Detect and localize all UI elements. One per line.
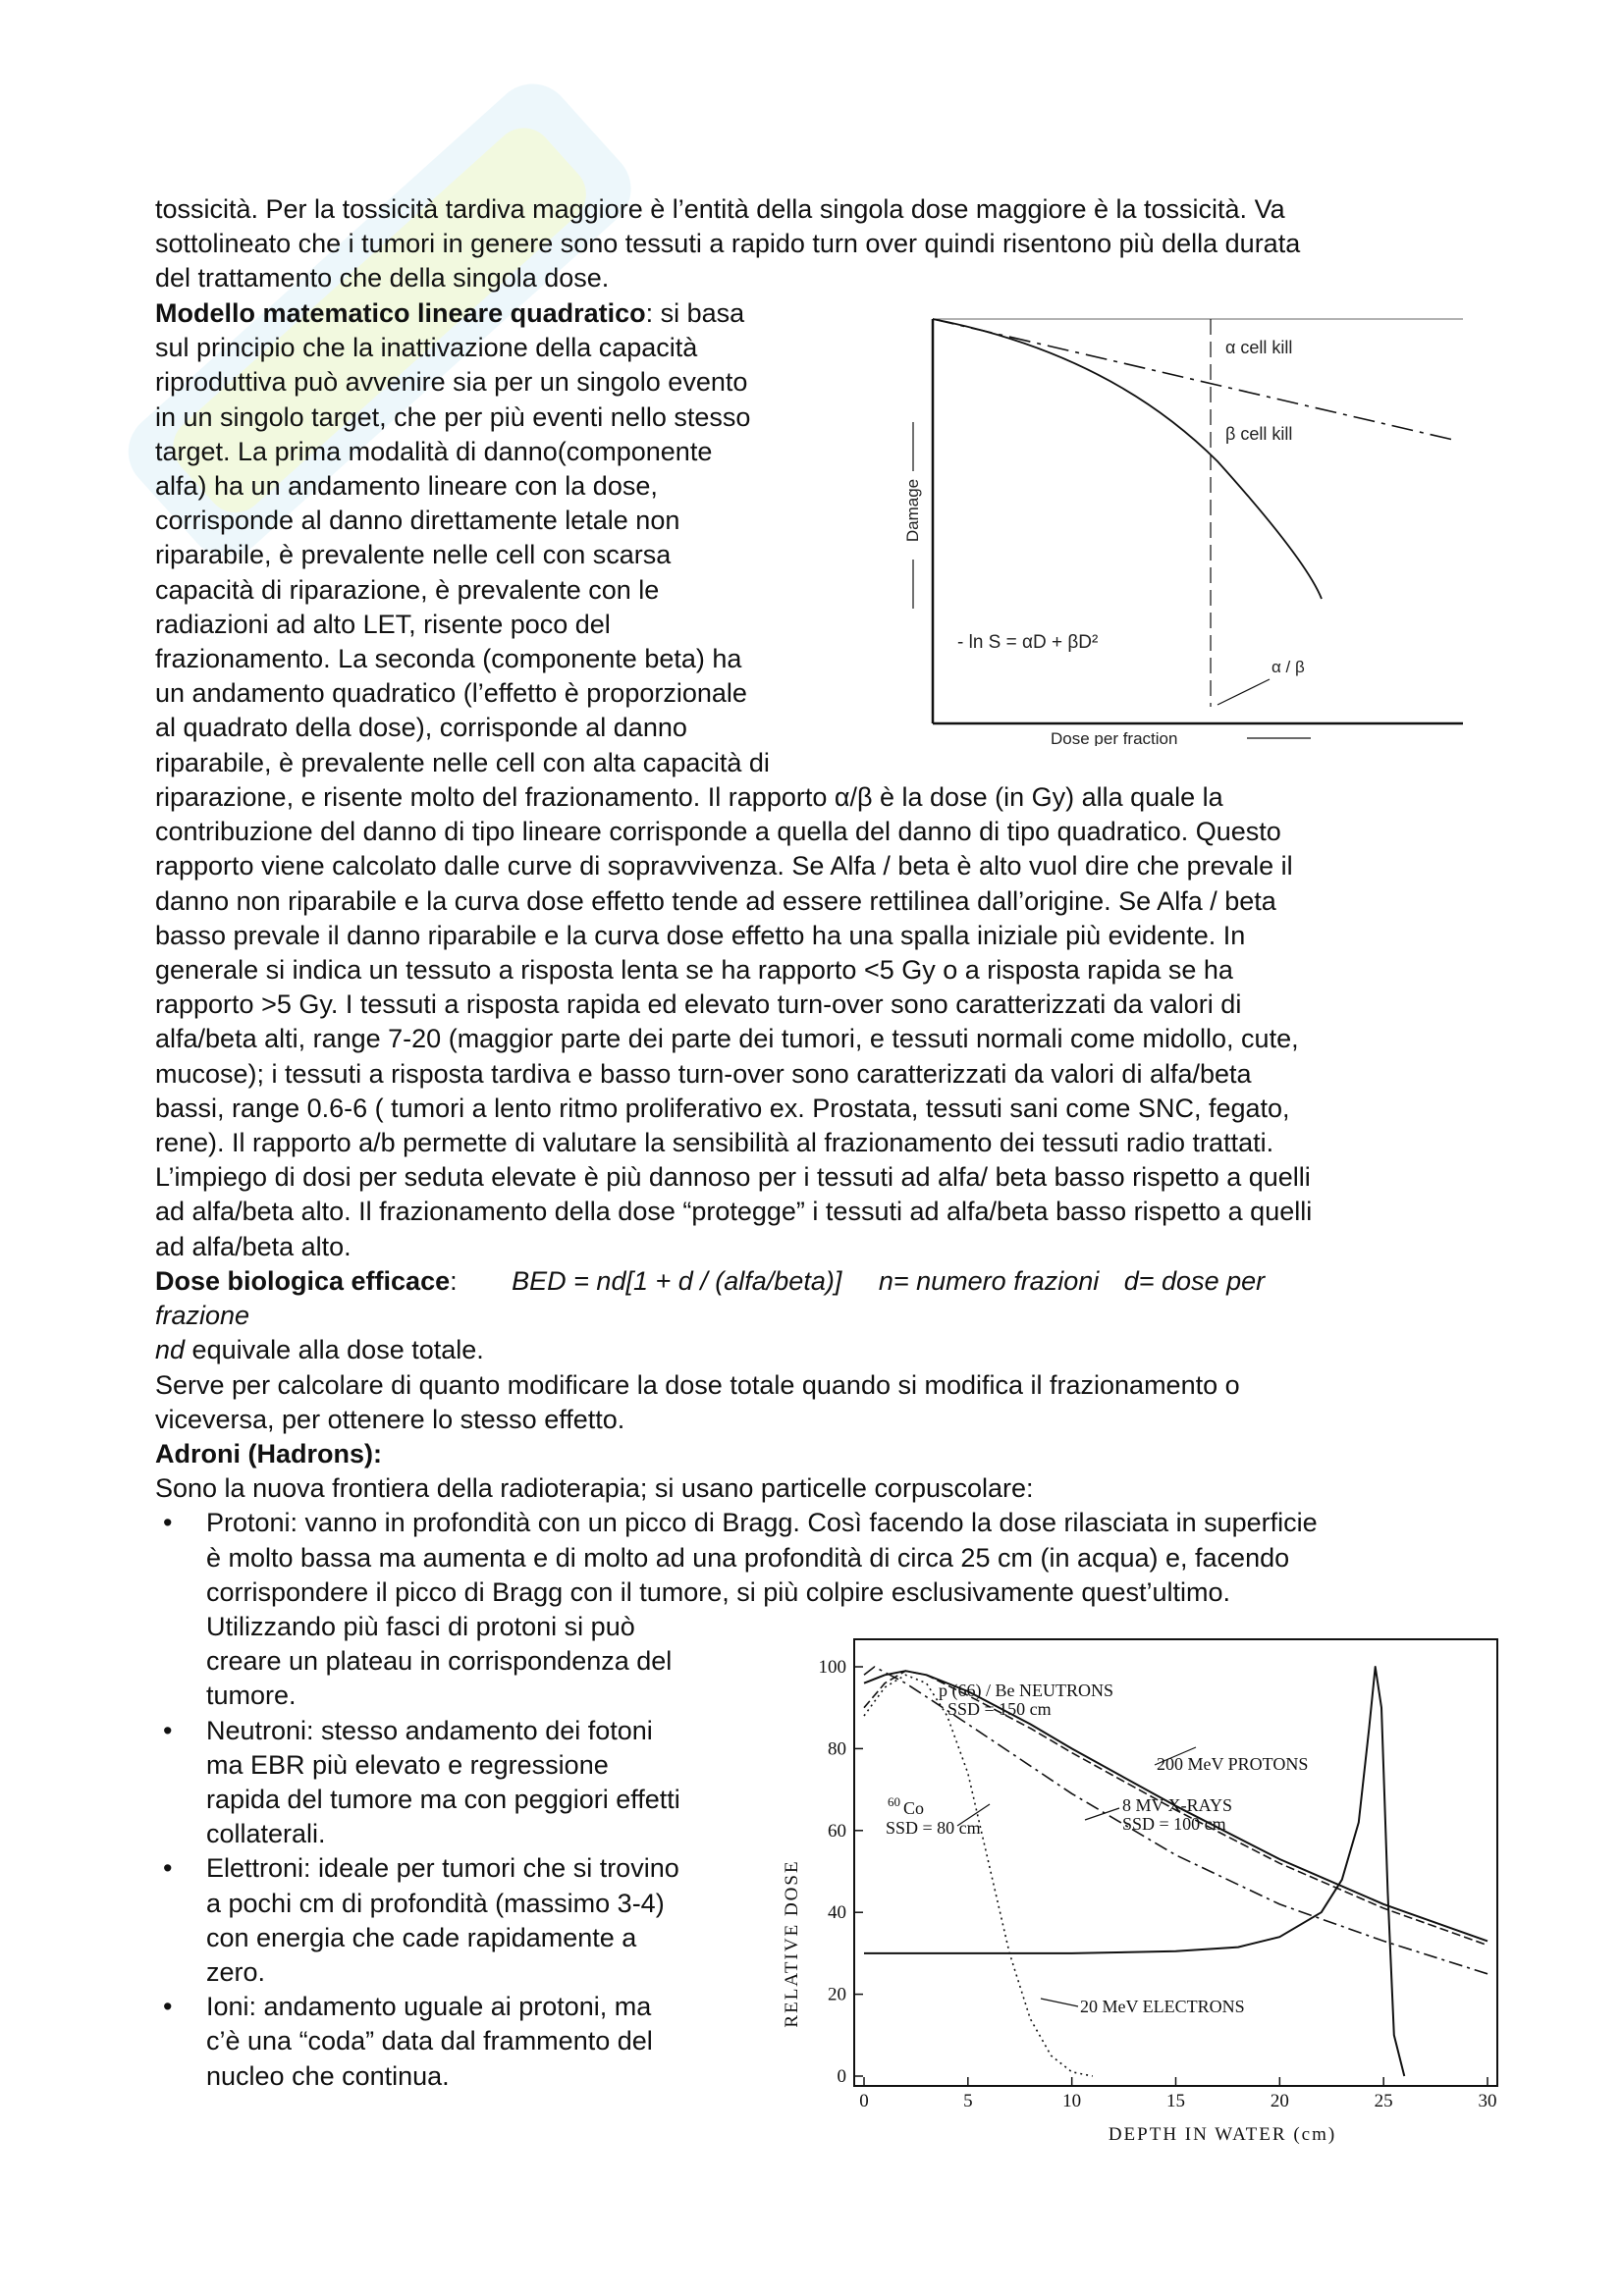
fig1-ratio-label: α / β — [1271, 658, 1305, 676]
bullet-icon: • — [163, 1715, 173, 1745]
lq-full-line: alfa/beta alti, range 7-20 (maggior parte dei parte dei tumori, e tessuti normali come midollo, cute, — [155, 1024, 1299, 1054]
bullet-icon: • — [163, 1992, 173, 2022]
series-electrons-line — [864, 1675, 1093, 2076]
protoni-line: Protoni: vanno in profondità con un picco di Bragg. Così facendo la dose rilasciata in superficie — [206, 1508, 1318, 1538]
annotation-cobalt: Co — [903, 1798, 925, 1818]
x-tick-label: 25 — [1374, 2091, 1393, 2111]
lq-full-line: ad alfa/beta alto. — [155, 1231, 352, 1261]
ioni-line: Ioni: andamento uguale ai protoni, ma — [206, 1992, 652, 2022]
annotation-cobalt-ssd: SSD = 80 cm — [886, 1818, 981, 1838]
fig1-linear-component — [933, 319, 1453, 440]
intro-line: tossicità. Per la tossicità tardiva maggiore è l’entità della singola dose maggiore è la tossicità. Va — [155, 194, 1285, 224]
lq-line: al quadrato della dose), corrisponde al danno — [155, 713, 687, 743]
lq-full-line: mucose); i tessuti a risposta tardiva e basso turn-over sono caratterizzati da valori di alfa/beta — [155, 1058, 1252, 1089]
bed-nd-text: equivale alla dose totale. — [185, 1335, 484, 1365]
adroni-heading: Adroni (Hadrons): — [155, 1439, 382, 1468]
bed-nd: nd — [155, 1335, 186, 1365]
elettroni-line: Elettroni: ideale per tumori che si trovino — [206, 1853, 679, 1884]
bed-colon: : — [450, 1266, 458, 1296]
lq-line: riparabile, è prevalente nelle cell con scarsa — [155, 540, 672, 570]
lq-continuation — [155, 780, 1476, 1264]
adroni-intro: Sono la nuova frontiera della radioterapia; si usano particelle corpuscolare: — [155, 1473, 1034, 1504]
neutroni-line: ma EBR più elevato e regressione — [206, 1749, 609, 1780]
neutroni-line: rapida del tumore ma con peggiori effetti — [206, 1785, 680, 1815]
bullet-icon: • — [163, 1853, 173, 1884]
lq-full-line: contribuzione del danno di tipo lineare corrisponde a quella del danno di tipo quadratico. Questo — [155, 817, 1281, 847]
bed-n-definition: n= numero frazioni — [878, 1266, 1100, 1296]
bullet-icon: • — [163, 1508, 173, 1538]
pointer-electrons — [1041, 1999, 1078, 2006]
x-tick-label: 20 — [1270, 2091, 1289, 2111]
intro-paragraph — [155, 192, 1476, 296]
elettroni-line: con energia che cade rapidamente a — [206, 1922, 637, 1952]
bed-d-definition-cont: frazione — [155, 1301, 250, 1331]
lq-full-line: riparazione, e risente molto del frazionamento. Il rapporto α/β è la dose (in Gy) alla quale la — [155, 782, 1223, 812]
lq-full-line: danno non riparabile e la curva dose effetto tende ad essere rettilinea dall’origine. Se Alfa / beta — [155, 885, 1276, 916]
protoni-line: tumore. — [206, 1681, 297, 1711]
x-tick-label: 30 — [1478, 2091, 1497, 2111]
lq-line: capacità di riparazione, è prevalente con le — [155, 574, 660, 605]
y-tick-label: 20 — [828, 1984, 846, 2005]
lq-line: un andamento quadratico (l’effetto è proporzionale — [155, 678, 747, 709]
annotation-electrons: 20 MeV ELECTRONS — [1080, 1997, 1245, 2016]
protoni-line: Utilizzando più fasci di protoni si può — [206, 1612, 635, 1642]
lq-line: in un singolo target, che per più eventi nello stesso — [155, 401, 751, 432]
protoni-line: è molto bassa ma aumenta e di molto ad una profondità di circa 25 cm (in acqua) e, facendo — [206, 1542, 1290, 1573]
y-tick-label: 100 — [818, 1657, 846, 1678]
lq-full-line: basso prevale il danno riparabile e la curva dose effetto ha una spalla iniziale più evidente. In — [155, 920, 1246, 950]
x-tick-label: 0 — [859, 2091, 869, 2111]
lq-line: riparabile, è prevalente nelle cell con alta capacità di — [155, 747, 770, 777]
lq-full-line: generale si indica un tessuto a risposta lenta se ha rapporto <5 Gy o a risposta rapida se ha — [155, 955, 1233, 986]
lq-full-line: rene). Il rapporto a/b permette di valutare la sensibilità al frazionamento dei tessuti radio trattati. — [155, 1128, 1274, 1158]
lq-line: corrisponde al danno direttamente letale non — [155, 506, 680, 536]
y-tick-label: 80 — [828, 1738, 846, 1760]
annotation-neutrons-ssd: SSD = 150 cm — [947, 1699, 1052, 1719]
lq-line: alfa) ha un andamento lineare con la dose, — [155, 471, 658, 502]
lq-line: target. La prima modalità di danno(componente — [155, 436, 713, 466]
bed-serve-line: viceversa, per ottenere lo stesso effetto. — [155, 1404, 625, 1434]
fig1-alpha-label: α cell kill — [1225, 338, 1293, 357]
annotation-cobalt-mass: 60 — [888, 1794, 900, 1809]
neutroni-line: collaterali. — [206, 1819, 326, 1849]
lq-model-section — [155, 296, 862, 780]
fig1-damage-curve — [933, 319, 1322, 599]
annotation-xrays: 8 MV X-RAYS — [1122, 1795, 1233, 1815]
bed-section — [155, 1264, 1476, 1437]
annotation-neutrons: p (66) / Be NEUTRONS — [939, 1681, 1113, 1700]
lq-full-line: rapporto >5 Gy. I tessuti a risposta rapida ed elevato turn-over sono caratterizzati da valori di — [155, 989, 1242, 1020]
protoni-line: corrispondere il picco di Bragg con il tumore, si più colpire esclusivamente quest’ultimo. — [206, 1576, 1230, 1607]
lq-full-line: bassi, range 0.6-6 ( tumori a lento ritmo proliferativo ex. Prostata, tessuti sani come SNC, fegato, — [155, 1093, 1290, 1123]
intro-line: sottolineato che i tumori in genere sono tessuti a rapido turn over quindi risentono più della durata — [155, 229, 1301, 259]
intro-line: del trattamento che della singola dose. — [155, 263, 610, 294]
ioni-line: nucleo che continua. — [206, 2060, 450, 2091]
lq-line: riproduttiva può avvenire sia per un singolo evento — [155, 367, 748, 398]
depth-dose-chart — [756, 1620, 1512, 2150]
elettroni-line: zero. — [206, 1957, 266, 1988]
x-tick-label: 10 — [1062, 2091, 1082, 2111]
lq-heading: Modello matematico lineare quadratico — [155, 298, 646, 328]
y-tick-label: 60 — [828, 1820, 846, 1842]
lq-line: frazionamento. La seconda (componente beta) ha — [155, 644, 742, 674]
fig1-ratio-arrow — [1217, 679, 1270, 705]
annotation-xrays-ssd: SSD = 100 cm — [1122, 1814, 1226, 1834]
fig1-formula: - ln S = αD + βD² — [957, 632, 1099, 653]
x-tick-label: 15 — [1166, 2091, 1185, 2111]
fig1-xlabel: Dose per fraction — [1051, 729, 1178, 746]
lq-line: : si basa — [645, 298, 745, 328]
lq-line: sul principio che la inattivazione della capacità — [155, 333, 698, 363]
lq-full-line: rapporto viene calcolato dalle curve di sopravvivenza. Se Alfa / beta è alto vuol dire che prevale il — [155, 851, 1293, 881]
bed-d-definition: d= dose per — [1123, 1266, 1266, 1296]
bed-serve-line: Serve per calcolare di quanto modificare la dose totale quando si modifica il frazionamento o — [155, 1369, 1240, 1400]
chart-xlabel: DEPTH IN WATER (cm) — [1108, 2124, 1337, 2145]
ioni-line: c’è una “coda” data dal frammento del — [206, 2026, 653, 2056]
y-tick-label: 0 — [837, 2066, 846, 2087]
x-tick-label: 5 — [963, 2091, 973, 2111]
lq-line: radiazioni ad alto LET, risente poco del — [155, 609, 611, 639]
fig1-beta-label: β cell kill — [1225, 424, 1293, 444]
fig1-ylabel: Damage — [903, 478, 922, 543]
lq-full-line: L’impiego di dosi per seduta elevate è più dannoso per i tessuti ad alfa/ beta basso rispetto a quelli — [155, 1162, 1311, 1193]
y-tick-label: 40 — [828, 1902, 846, 1924]
bed-heading: Dose biologica efficace — [155, 1266, 451, 1296]
lq-full-line: ad alfa/beta alto. Il frazionamento della dose “protegge” i tessuti ad alfa/beta basso rispetto a quelli — [155, 1197, 1313, 1227]
annotation-protons: 200 MeV PROTONS — [1157, 1754, 1309, 1774]
elettroni-line: a pochi cm di profondità (massimo 3-4) — [206, 1888, 665, 1918]
chart-ylabel: RELATIVE DOSE — [782, 1859, 802, 2028]
lq-damage-figure — [884, 294, 1473, 746]
neutroni-line: Neutroni: stesso andamento dei fotoni — [206, 1715, 653, 1745]
bed-formula: BED = nd[1 + d / (alfa/beta)] — [512, 1266, 842, 1296]
protoni-line: creare un plateau in corrispondenza del — [206, 1646, 673, 1677]
